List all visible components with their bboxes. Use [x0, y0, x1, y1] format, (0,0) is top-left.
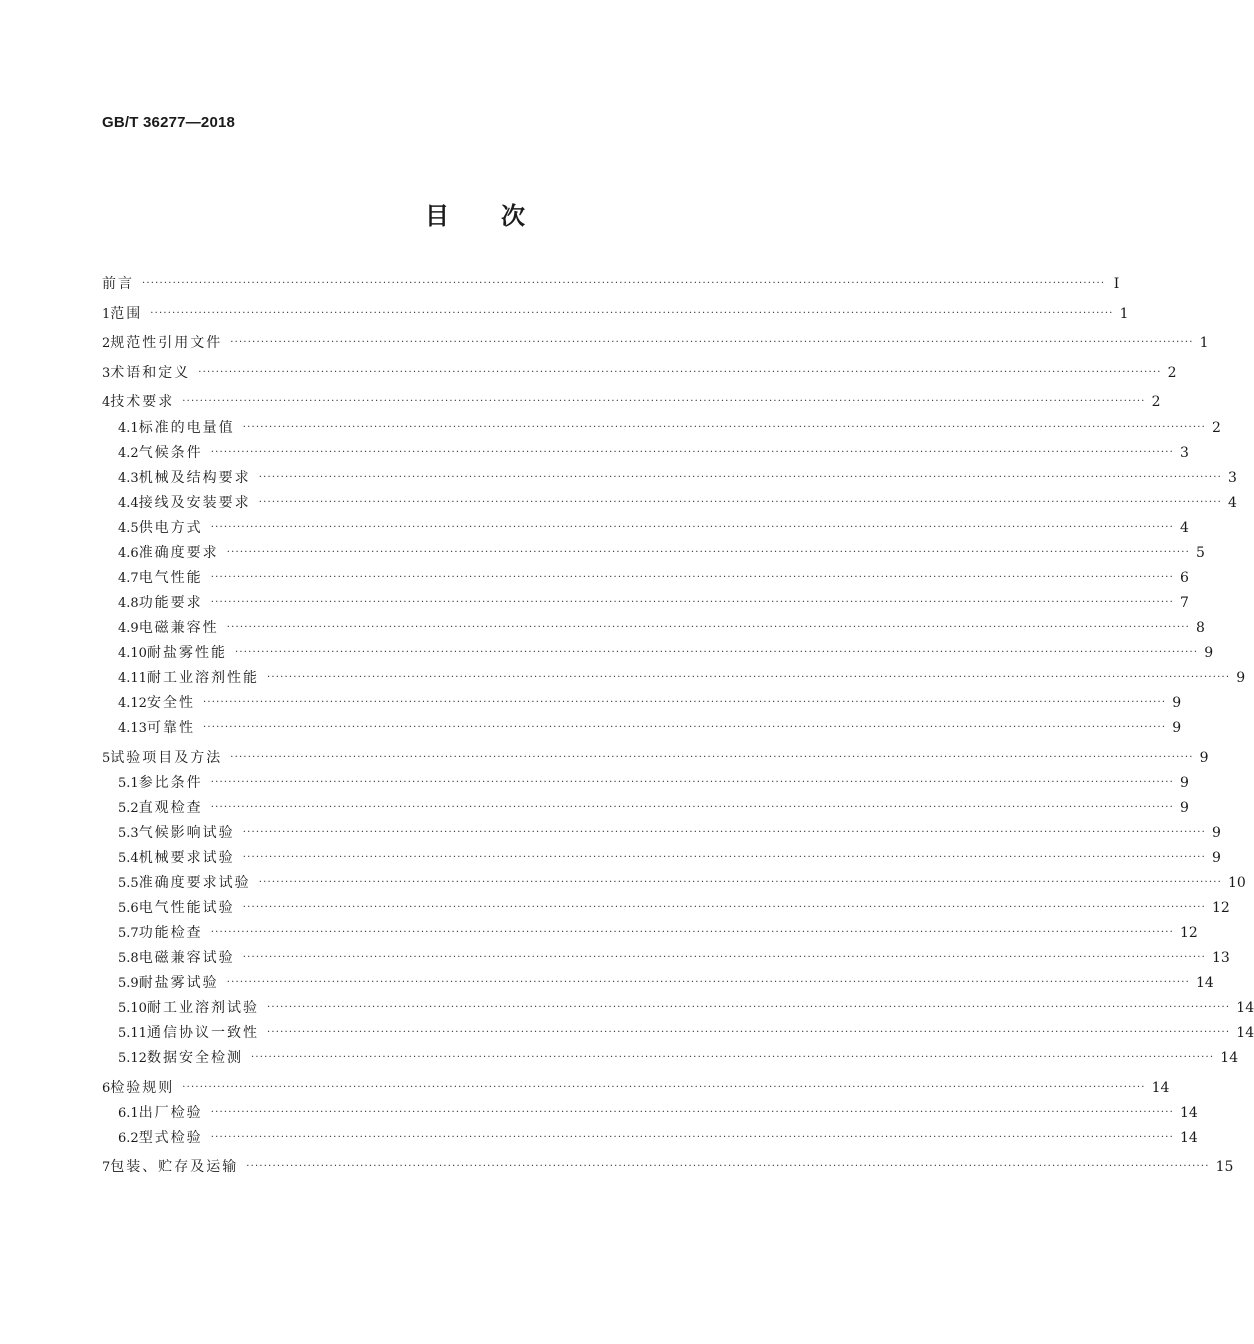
- toc-entry-page: 4: [1180, 520, 1189, 536]
- toc-entry-page: 4: [1228, 495, 1237, 511]
- toc-entry-number: 5.1: [118, 776, 139, 791]
- toc-entry-page: 7: [1180, 595, 1189, 611]
- toc-entry-page: 2: [1212, 420, 1221, 436]
- toc-entry-number: 5: [102, 751, 111, 766]
- toc-entry-page: 9: [1172, 720, 1182, 736]
- toc-entry-page: 9: [1236, 670, 1246, 686]
- toc-entry-title: 电气性能试验: [138, 900, 235, 916]
- toc-entry[interactable]: [118, 693, 1182, 713]
- toc-entry[interactable]: [118, 973, 1214, 993]
- toc-entry-number: 4.5: [118, 521, 139, 536]
- toc-entry-page: 3: [1180, 445, 1189, 461]
- toc-leader-dots: ····························································································································································································································: [266, 1027, 1231, 1038]
- toc-entry-title: 耐盐雾性能: [146, 645, 227, 661]
- toc-entry-page: 9: [1199, 750, 1209, 766]
- toc-entry[interactable]: [118, 543, 1205, 563]
- toc-entry[interactable]: [118, 643, 1214, 663]
- toc-entry[interactable]: [118, 773, 1189, 793]
- toc-entry[interactable]: [102, 1078, 1170, 1098]
- toc-entry[interactable]: [118, 798, 1189, 818]
- toc-entry-page: 14: [1180, 1130, 1198, 1146]
- toc-entry[interactable]: [102, 1157, 1234, 1177]
- toc-entry[interactable]: [118, 1048, 1239, 1068]
- toc-entry[interactable]: [118, 1103, 1198, 1123]
- toc-entry-title: 气候条件: [138, 445, 203, 461]
- toc-leader-dots: ····························································································································································································································: [210, 927, 1175, 938]
- toc-entry-page: 2: [1167, 365, 1177, 381]
- toc-entry-title: 准确度要求: [138, 545, 219, 561]
- toc-entry-title: 功能要求: [138, 595, 203, 611]
- toc-leader-dots: ····························································································································································································································: [210, 802, 1175, 813]
- toc-leader-dots: ····························································································································································································································: [230, 337, 1194, 348]
- toc-entry[interactable]: [118, 418, 1221, 438]
- toc-leader-dots: ····························································································································································································································: [182, 396, 1146, 407]
- toc-entry-number: 4.1: [118, 421, 139, 436]
- toc-entry-number: 6.1: [118, 1106, 139, 1121]
- toc-entry[interactable]: [118, 848, 1221, 868]
- toc-entry-title: 气候影响试验: [138, 825, 235, 841]
- toc-leader-dots: ····························································································································································································································: [242, 827, 1207, 838]
- toc-entry-page: 12: [1180, 925, 1198, 941]
- toc-entry-page: 14: [1180, 1105, 1198, 1121]
- toc-entry-page: 9: [1212, 850, 1221, 866]
- toc-entry-page: 14: [1220, 1050, 1239, 1066]
- toc-entry-number: 5.5: [118, 876, 139, 891]
- toc-entry[interactable]: [118, 873, 1246, 893]
- toc-entry[interactable]: [102, 392, 1161, 412]
- toc-leader-dots: ····························································································································································································································: [266, 672, 1231, 683]
- toc-entry-title: 可靠性: [146, 720, 195, 736]
- toc-leader-dots: ····························································································································································································································: [198, 367, 1162, 378]
- toc-entry[interactable]: [102, 304, 1129, 324]
- toc-entry-page: 9: [1212, 825, 1221, 841]
- toc-entry[interactable]: [102, 333, 1209, 353]
- toc-leader-dots: ····························································································································································································································: [234, 647, 1199, 658]
- toc-entry-title: 供电方式: [138, 520, 203, 536]
- toc-entry-number: 5.9: [118, 976, 139, 991]
- toc-entry-title: 参比条件: [138, 775, 203, 791]
- toc-entry-number: 2: [102, 336, 111, 351]
- toc-entry-title: 耐盐雾试验: [138, 975, 219, 991]
- toc-entry-title: 试验项目及方法: [110, 750, 223, 766]
- toc-entry-title: 安全性: [146, 695, 195, 711]
- toc-entry-title: 前言: [102, 276, 134, 292]
- toc-entry-number: 4.7: [118, 571, 139, 586]
- toc-entry[interactable]: [118, 823, 1221, 843]
- toc-entry-title: 范围: [110, 306, 143, 322]
- toc-entry-title: 接线及安装要求: [138, 495, 251, 511]
- toc-entry-number: 1: [102, 307, 111, 322]
- toc-entry-number: 4.8: [118, 596, 139, 611]
- toc-leader-dots: ····························································································································································································································: [242, 422, 1207, 433]
- toc-entry[interactable]: [118, 898, 1230, 918]
- toc-entry-page: 3: [1228, 470, 1237, 486]
- toc-leader-dots: ····························································································································································································································: [226, 547, 1191, 558]
- toc-leader-dots: ····························································································································································································································: [210, 447, 1175, 458]
- toc-entry[interactable]: [118, 593, 1189, 613]
- toc-entry-number: 4.3: [118, 471, 139, 486]
- toc-entry-page: 1: [1199, 335, 1209, 351]
- toc-entry-number: 4.10: [118, 646, 147, 661]
- toc-leader-dots: ····························································································································································································································: [202, 697, 1167, 708]
- toc-leader-dots: ····························································································································································································································: [210, 777, 1175, 788]
- toc-entry-title: 电磁兼容试验: [138, 950, 235, 966]
- toc-entry[interactable]: [102, 363, 1177, 383]
- standard-code: GB/T 36277—2018: [102, 114, 236, 131]
- page-title: [0, 196, 950, 231]
- toc-leader-dots: ····························································································································································································································: [230, 752, 1194, 763]
- toc-entry-title: 机械及结构要求: [138, 470, 251, 486]
- toc-entry-page: 12: [1212, 900, 1230, 916]
- toc-entry-title: 准确度要求试验: [138, 875, 251, 891]
- toc-entry-page: 1: [1119, 306, 1129, 322]
- toc-entry-title: 直观检查: [138, 800, 203, 816]
- toc-entry-number: 4: [102, 395, 111, 410]
- toc-leader-dots: ····························································································································································································································: [242, 902, 1207, 913]
- toc-entry-page: 2: [1151, 394, 1161, 410]
- toc-leader-dots: ····························································································································································································································: [210, 597, 1175, 608]
- toc-entry-number: 4.11: [118, 671, 147, 686]
- toc-entry-title: 术语和定义: [110, 365, 191, 381]
- toc-entry-number: 5.3: [118, 826, 139, 841]
- toc-entry[interactable]: [118, 493, 1237, 513]
- toc-leader-dots: ····························································································································································································································: [142, 278, 1106, 289]
- toc-leader-dots: ····························································································································································································································: [266, 1002, 1231, 1013]
- toc-entry-page: 6: [1180, 570, 1189, 586]
- toc-leader-dots: ····························································································································································································································: [258, 877, 1223, 888]
- toc-entry[interactable]: [118, 1023, 1254, 1043]
- toc-entry[interactable]: [118, 518, 1189, 538]
- toc-leader-dots: ····························································································································································································································: [150, 308, 1114, 319]
- toc-entry-title: 检验规则: [110, 1080, 175, 1096]
- toc-entry-number: 5.12: [118, 1051, 147, 1066]
- toc-entry[interactable]: [118, 923, 1198, 943]
- toc-leader-dots: ····························································································································································································································: [210, 522, 1175, 533]
- toc-entry-page: 9: [1180, 775, 1189, 791]
- toc-entry-page: 14: [1196, 975, 1214, 991]
- toc-entry[interactable]: [118, 468, 1237, 488]
- toc-entry-number: 4.13: [118, 721, 147, 736]
- toc-entry-title: 通信协议一致性: [146, 1025, 259, 1041]
- toc-entry-page: 8: [1196, 620, 1205, 636]
- toc-entry[interactable]: [118, 1128, 1198, 1148]
- toc-entry-page: 9: [1204, 645, 1214, 661]
- page-title-char-1: 目: [425, 202, 449, 230]
- toc-entry-number: 4.4: [118, 496, 139, 511]
- toc-entry-page: 10: [1228, 875, 1246, 891]
- toc-leader-dots: ····························································································································································································································: [210, 1107, 1175, 1118]
- toc-entry-number: 5.8: [118, 951, 139, 966]
- toc-entry-number: 3: [102, 366, 111, 381]
- toc-entry-number: 5.7: [118, 926, 139, 941]
- toc-entry[interactable]: [118, 998, 1254, 1018]
- toc-entry-number: 5.2: [118, 801, 139, 816]
- toc-entry-title: 电气性能: [138, 570, 203, 586]
- toc-leader-dots: ····························································································································································································································: [258, 497, 1223, 508]
- toc-leader-dots: ····························································································································································································································: [250, 1052, 1215, 1063]
- toc-entry-title: 数据安全检测: [146, 1050, 243, 1066]
- toc-entry-number: 5.4: [118, 851, 139, 866]
- toc-entry-page: 13: [1212, 950, 1230, 966]
- toc-entry-page: 9: [1172, 695, 1182, 711]
- toc-entry-title: 出厂检验: [138, 1105, 203, 1121]
- toc-entry-title: 耐工业溶剂试验: [146, 1000, 259, 1016]
- toc-entry-page: 5: [1196, 545, 1205, 561]
- toc-leader-dots: ····························································································································································································································: [242, 852, 1207, 863]
- toc-entry-title: 包装、贮存及运输: [110, 1159, 239, 1175]
- toc-entry[interactable]: [118, 568, 1189, 588]
- toc-entry-number: 6.2: [118, 1131, 139, 1146]
- toc-entry[interactable]: [118, 718, 1182, 738]
- toc-leader-dots: ····························································································································································································································: [210, 572, 1175, 583]
- toc-entry-title: 耐工业溶剂性能: [146, 670, 259, 686]
- toc-leader-dots: ····························································································································································································································: [246, 1161, 1210, 1172]
- toc-entry-number: 5.11: [118, 1026, 147, 1041]
- toc-leader-dots: ····························································································································································································································: [182, 1082, 1146, 1093]
- toc-entry-number: 4.9: [118, 621, 139, 636]
- toc-entry-number: 4.6: [118, 546, 139, 561]
- toc-entry[interactable]: [118, 618, 1205, 638]
- toc-entry-page: 14: [1151, 1080, 1170, 1096]
- toc-entry-number: 5.10: [118, 1001, 147, 1016]
- toc-entry-page: 14: [1236, 1000, 1254, 1016]
- toc-leader-dots: ····························································································································································································································: [242, 952, 1207, 963]
- toc-entry-page: 15: [1215, 1159, 1234, 1175]
- toc-entry-title: 电磁兼容性: [138, 620, 219, 636]
- toc-entry-page: Ⅰ: [1113, 276, 1120, 292]
- toc-entry-number: 6: [102, 1081, 111, 1096]
- toc-leader-dots: ····························································································································································································································: [202, 722, 1167, 733]
- toc-entry-title: 功能检查: [138, 925, 203, 941]
- toc-entry-number: 4.2: [118, 446, 139, 461]
- toc-entry-number: 5.6: [118, 901, 139, 916]
- toc-entry-number: 7: [102, 1160, 111, 1175]
- toc-entry-title: 机械要求试验: [138, 850, 235, 866]
- toc-entry[interactable]: [118, 443, 1189, 463]
- toc-entry[interactable]: [102, 274, 1120, 294]
- toc-entry[interactable]: [118, 948, 1230, 968]
- toc-entry-title: 型式检验: [138, 1130, 203, 1146]
- toc-entry[interactable]: [118, 668, 1246, 688]
- toc-entry-title: 标准的电量值: [138, 420, 235, 436]
- toc-leader-dots: ····························································································································································································································: [258, 472, 1223, 483]
- toc-leader-dots: ····························································································································································································································: [226, 977, 1191, 988]
- toc-entry[interactable]: [102, 748, 1209, 768]
- toc-leader-dots: ····························································································································································································································: [226, 622, 1191, 633]
- toc-leader-dots: ····························································································································································································································: [210, 1132, 1175, 1143]
- toc-entry-page: 14: [1236, 1025, 1254, 1041]
- toc-entry-title: 规范性引用文件: [110, 335, 223, 351]
- page-title-char-2: 次: [501, 202, 525, 230]
- toc-entry-page: 9: [1180, 800, 1189, 816]
- toc-entry-title: 技术要求: [110, 394, 175, 410]
- toc-entry-number: 4.12: [118, 696, 147, 711]
